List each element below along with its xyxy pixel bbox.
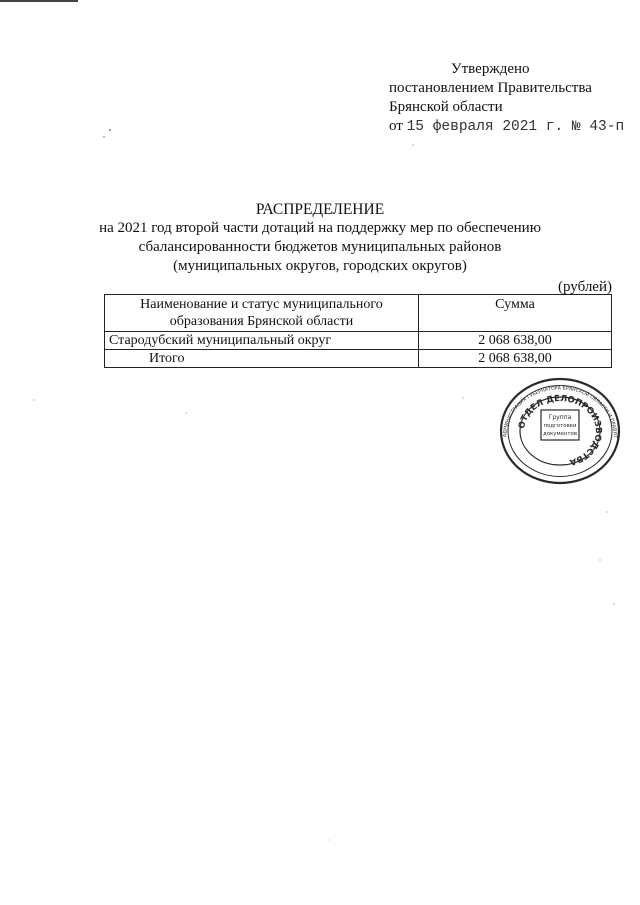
title-line-3: (муниципальных округов, городских округов) <box>173 258 467 274</box>
decree-date-number: 15 февраля 2021 г. № 43-п <box>406 119 625 135</box>
distribution-table <box>104 294 612 368</box>
table-row <box>105 332 612 350</box>
row-name-cell: Стародубский муниципальный округ <box>105 332 419 350</box>
title-line-2: сбалансированности бюджетов муниципальных районов <box>138 239 502 255</box>
approval-line-approved: Утверждено <box>451 61 530 77</box>
header-sum-cell: Сумма <box>419 295 612 332</box>
units-label: (рублей) <box>557 279 612 295</box>
title-heading: РАСПРЕДЕЛЕНИЕ <box>255 201 385 218</box>
total-label-cell: Итого <box>105 350 419 368</box>
decree-prefix: от <box>389 118 403 134</box>
total-sum-cell: 2 068 638,00 <box>419 350 612 368</box>
scan-corner-mark <box>0 0 78 2</box>
row-sum-cell: 2 068 638,00 <box>419 332 612 350</box>
header-name-line-1: Наименование и статус муниципального <box>140 297 383 312</box>
svg-text:документов: документов <box>543 431 577 437</box>
table-header-row <box>105 295 612 332</box>
title-line-1: на 2021 год второй части дотаций на поддержку мер по обеспечению <box>99 220 541 236</box>
approval-decree-line <box>389 117 624 137</box>
approval-block <box>389 60 624 137</box>
svg-text:ОТДЕЛ ДЕЛОПРОИЗВОДСТВА: ОТДЕЛ ДЕЛОПРОИЗВОДСТВА <box>517 393 604 467</box>
svg-text:Группа: Группа <box>548 414 572 421</box>
document-title <box>0 200 640 276</box>
table-total-row <box>105 350 612 368</box>
header-name-cell <box>105 295 419 332</box>
approval-line-resolution: постановлением Правительства <box>389 80 592 96</box>
svg-text:подготовки: подготовки <box>543 423 577 429</box>
approval-line-region: Брянской области <box>389 99 503 115</box>
header-name-line-2: образования Брянской области <box>169 314 354 329</box>
department-stamp <box>499 377 621 485</box>
svg-text:АДМИНИСТРАЦИЯ ГУБЕРНАТОРА БРЯН: АДМИНИСТРАЦИЯ ГУБЕРНАТОРА БРЯНСКОЙ ОБЛАСТИ И ПРАВИТ <box>502 386 618 439</box>
